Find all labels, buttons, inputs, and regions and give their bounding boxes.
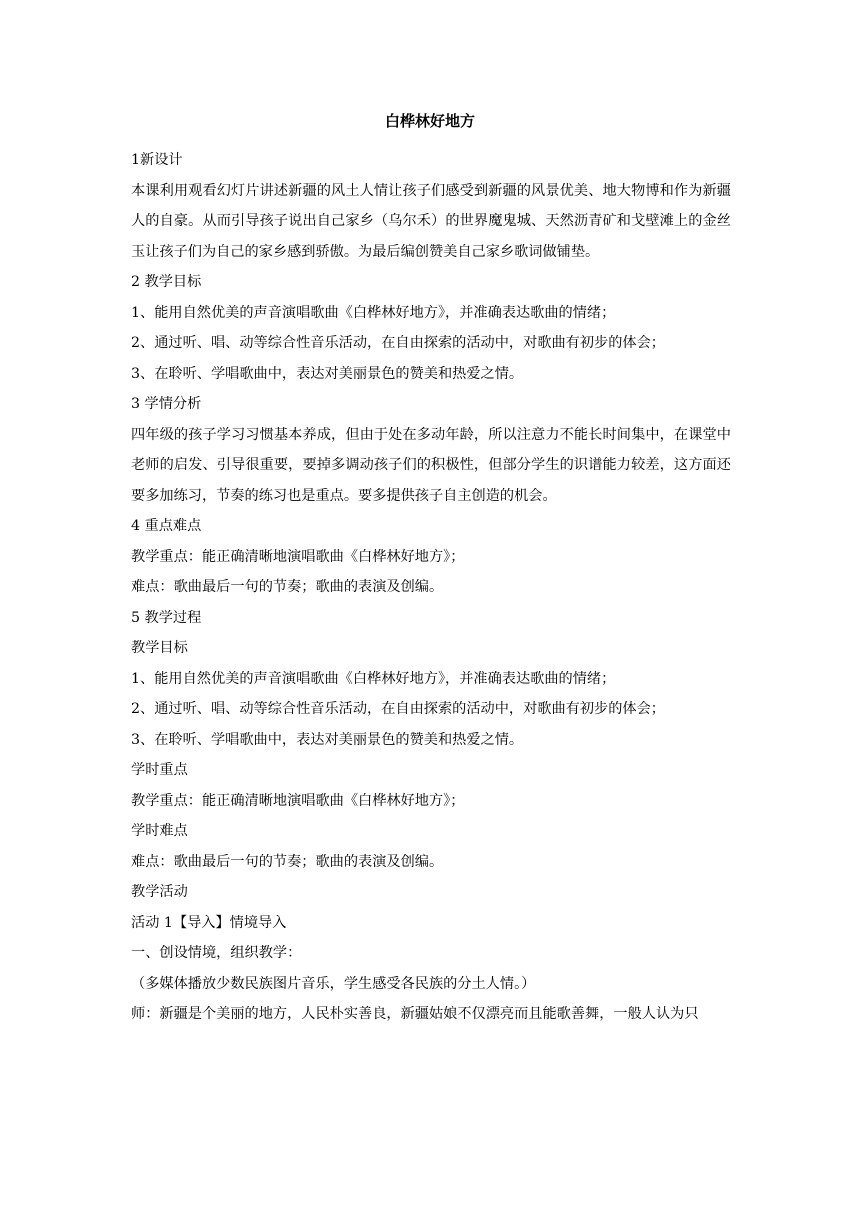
activity-step-1: 一、创设情境，组织教学： (131, 945, 302, 961)
subheading-teaching-activities: 教学活动 (131, 884, 188, 900)
section-heading-teaching-goals: 2 教学目标 (131, 274, 202, 290)
activity-1-heading: 活动 1【导入】情境导入 (131, 914, 287, 931)
paragraph-learner-analysis: 四年级的孩子学习习惯基本养成，但由于处在多动年龄，所以注意力不能长时间集中，在课堂中老师的启发、引导很重要，要掉多调动孩子们的积极性，但部分学生的识谱能力较差，这方面还要多加练习，节奏的练习也是重点。要多提供孩子自主创造的机会。 (131, 426, 731, 504)
lesson-focus-text: 教学重点：能正确清晰地演唱歌曲《白桦林好地方》； (131, 792, 465, 809)
key-point-difficulty: 难点：歌曲最后一句的节奏；歌曲的表演及创编。 (131, 579, 444, 595)
document-body (131, 145, 731, 1030)
process-goal-item-1: 1、能用自然优美的声音演唱歌曲《白桦林好地方》，并准确表达歌曲的情绪； (131, 670, 616, 687)
section-heading-key-points: 4 重点难点 (131, 518, 202, 534)
section-heading-new-design: 1新设计 (131, 152, 183, 168)
lesson-difficulty-text: 难点：歌曲最后一句的节奏；歌曲的表演及创编。 (131, 853, 444, 870)
subheading-lesson-difficulty: 学时难点 (131, 823, 188, 839)
process-goal-item-3: 3、在聆听、学唱歌曲中，表达对美丽景色的赞美和热爱之情。 (131, 731, 524, 748)
paragraph-design-description: 本课利用观看幻灯片讲述新疆的风土人情让孩子们感受到新疆的风景优美、地大物博和作为新疆人的自豪。从而引导孩子说出自己家乡（乌尔禾）的世界魔鬼城、天然沥青矿和戈壁滩上的金丝玉让孩子们为自己的家乡感到骄傲。为最后编创赞美自己家乡歌词做铺垫。 (131, 182, 731, 260)
section-heading-teaching-process: 5 教学过程 (131, 609, 202, 626)
teacher-speech: 师：新疆是个美丽的地方，人民朴实善良，新疆姑娘不仅漂亮而且能歌善舞，一般人认为只 (131, 1006, 699, 1022)
subheading-teaching-goals: 教学目标 (131, 640, 188, 656)
key-point-focus: 教学重点：能正确清晰地演唱歌曲《白桦林好地方》； (131, 548, 465, 565)
goal-item-3: 3、在聆听、学唱歌曲中，表达对美丽景色的赞美和热爱之情。 (131, 365, 524, 382)
subheading-lesson-focus: 学时重点 (131, 762, 188, 778)
goal-item-2: 2、通过听、唱、动等综合性音乐活动，在自由探索的活动中，对歌曲有初步的体会； (131, 335, 665, 351)
goal-item-1: 1、能用自然优美的声音演唱歌曲《白桦林好地方》，并准确表达歌曲的情绪； (131, 304, 616, 321)
activity-note-multimedia: （多媒体播放少数民族图片音乐，学生感受各民族的分土人情。） (131, 975, 536, 992)
section-heading-learner-analysis: 3 学情分析 (131, 396, 202, 412)
document-title: 白桦林好地方 (384, 112, 475, 130)
process-goal-item-2: 2、通过听、唱、动等综合性音乐活动，在自由探索的活动中，对歌曲有初步的体会； (131, 701, 665, 717)
